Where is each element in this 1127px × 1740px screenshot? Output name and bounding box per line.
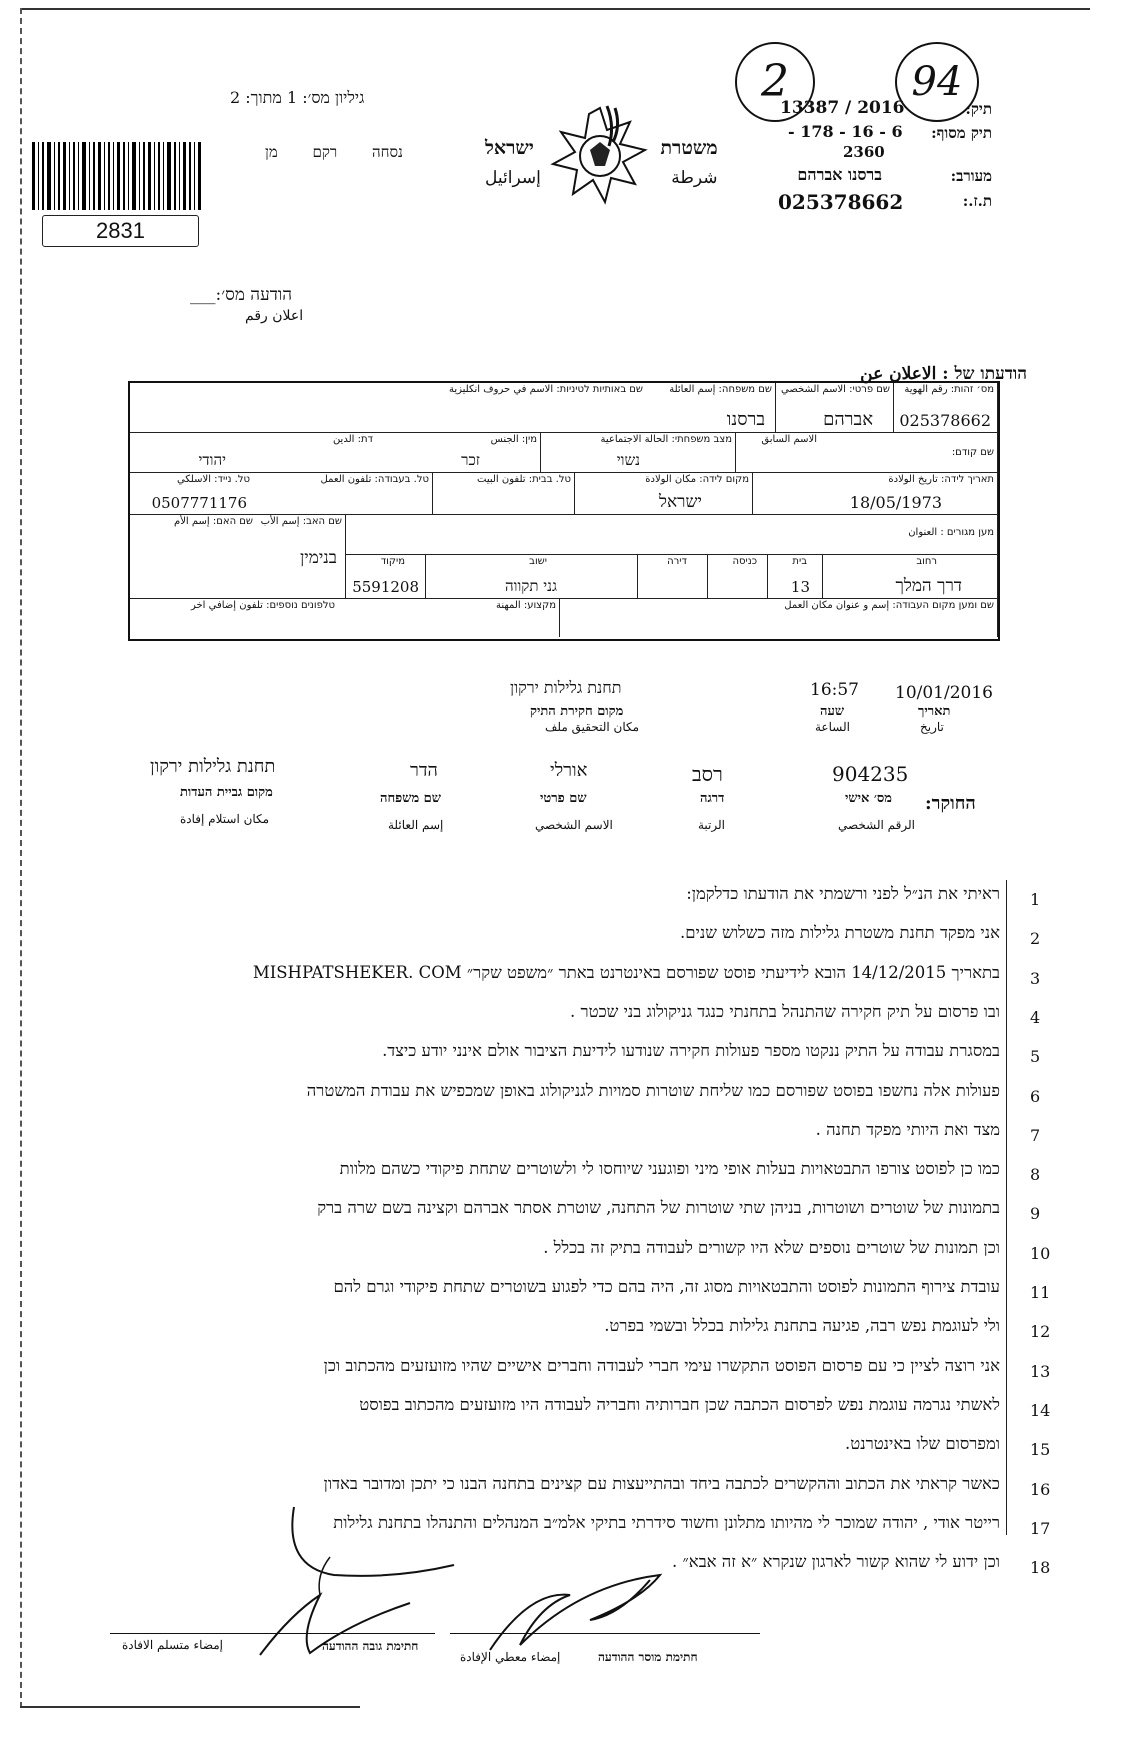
work-place-cell xyxy=(560,599,998,637)
investigator-first-name-label: שם פרטי xyxy=(540,791,587,806)
gender-label: מין: الجنس xyxy=(490,434,537,445)
apt-cell xyxy=(638,555,708,599)
interview-place: תחנת גלילות ירקון xyxy=(510,678,622,697)
statement-line-number: 17 xyxy=(1030,1518,1051,1538)
interview-place-label-ar: مكان التحقيق ملف xyxy=(545,720,640,734)
statement-line xyxy=(60,923,1000,953)
street-label: רחוב xyxy=(916,556,937,567)
investigator-station-label: מקום גביית העדות xyxy=(180,785,273,800)
apt-label: דירה xyxy=(667,556,687,567)
circle-mark-94-text: 94 xyxy=(911,59,963,105)
marital-cell xyxy=(541,433,736,473)
subject-label: מעורב: xyxy=(950,167,992,185)
birth-date-value: 18/05/1973 xyxy=(849,493,942,512)
birth-place-value: ישראל xyxy=(659,492,702,512)
statement-line-text: רייטר אודי , יהודה שמוכר לי מהיותו מתלונן וחשוד סידרתי בתיקי אלמ״ב המנהלים והתנהלו בתחנת גלילות xyxy=(333,1512,1000,1532)
statement-line-text: וכן ידוע לי שהוא קשור לארגון שנקרא ״א זה אבא״ . xyxy=(672,1552,1000,1572)
investigator-rank-label-ar: الرتبة xyxy=(698,818,726,832)
house-label: בית xyxy=(792,556,807,567)
latin-name-label: שם באותיות לטיניות: الاسم في حروف انكليزية xyxy=(449,384,643,395)
statement-line-text: בתמונות של שוטרים ושוטרות, בניהן שתי שוטרות של התחנה, שוטרת אסתר אברהם וקצינה בשם שרה ברק xyxy=(317,1198,1000,1218)
statement-line xyxy=(60,1474,1000,1504)
police-title-ar: شرطة إسرائيل xyxy=(485,168,718,188)
statement-line-text: ומפרסום שלו באינטרנט. xyxy=(845,1434,1000,1454)
house-value: 13 xyxy=(790,578,810,596)
investigator-rank: רסב xyxy=(692,762,723,786)
statement-line xyxy=(60,1277,1000,1307)
case-label: תיק: xyxy=(965,100,992,118)
statement-line xyxy=(60,1002,1000,1032)
signature-left-label-ar: إمضاء متسلم الافادة xyxy=(122,1638,224,1652)
religion-cell xyxy=(130,433,376,473)
signature-line-left xyxy=(110,1633,435,1634)
signature-right-label-ar: إمضاء معطي الإفادة xyxy=(460,1650,561,1664)
investigator-first-name: אורלי xyxy=(550,760,588,781)
statement-line xyxy=(60,1356,1000,1386)
investigator-station: תחנת גלילות ירקון xyxy=(150,756,276,777)
statement-line xyxy=(60,1434,1000,1464)
interview-time-label: שעה xyxy=(820,704,845,719)
statement-line-text: מצד ואת היותי מפקד תחנה . xyxy=(815,1119,1000,1139)
id-label: ת.ז.: xyxy=(962,192,992,210)
page-counter: גיליון מס׳: 1 מתוך: 2 xyxy=(230,88,365,107)
birth-date-cell xyxy=(753,473,998,515)
investigator-id-label-ar: الرقم الشخصي xyxy=(838,818,915,832)
statement-line xyxy=(60,884,1000,914)
address-cell xyxy=(346,515,998,555)
zip-value: 5591208 xyxy=(352,578,419,596)
investigator-rank-label: דרגה xyxy=(700,791,725,806)
zip-label: מיקוד xyxy=(380,556,405,567)
investigator-station-label-ar: مكان استلام إفادة xyxy=(180,812,270,826)
barcode-number-box xyxy=(42,215,199,247)
signature-right xyxy=(480,1565,740,1659)
signature-left-label-he: חתימת גובה ההודעה xyxy=(322,1639,419,1653)
statement-line xyxy=(60,1395,1000,1425)
barcode xyxy=(30,142,205,214)
mobile-label: טל. נייד: الاسلكي xyxy=(176,474,250,485)
work-tel-label: טל. בעבודה: تلفون العمل xyxy=(320,474,429,485)
notice-label-ar: اعلان رقم xyxy=(245,308,304,324)
statement-line xyxy=(60,1081,1000,1111)
statement-line-text: כאשר קראתי את הכתוב וההקשרים לכתבה ביחד ובהתייעצות עם קצינים בתחנה הבנו כי יתכן ומדובר באדון xyxy=(323,1473,1000,1493)
file-number: - 178 - 16 - 6 xyxy=(788,122,903,141)
father-value: בנימין xyxy=(299,548,337,568)
prev-name-cell xyxy=(736,433,998,473)
statement-line-text: עובדת צירוף התמונות לפוסט והתבטאויות מסוג זה, היה בהם כדי לפגוע בשוטרים שתחת פיקודי וגרם להם xyxy=(333,1277,1000,1296)
mobile-value: 0507771176 xyxy=(151,494,247,512)
interview-place-label: מקום חקירת התיק xyxy=(530,704,624,719)
other-tel-cell xyxy=(130,599,338,637)
interview-time-label-ar: الساعة xyxy=(815,720,850,734)
statement-line-number: 4 xyxy=(1030,1007,1041,1027)
religion-value: יהודי xyxy=(198,451,226,469)
home-tel-label: טל. בבית: تلفون البيت xyxy=(477,474,571,485)
first-name-value: אברהם xyxy=(823,409,873,430)
street-value: דרך המלך xyxy=(895,576,962,596)
statement-line xyxy=(60,1198,1000,1228)
statement-line-number: 9 xyxy=(1030,1204,1041,1224)
statement-line xyxy=(60,1041,1000,1071)
address-label: מען מגורים : العنوان xyxy=(908,527,994,538)
father-cell xyxy=(256,515,346,599)
statement-line-text: וכן תמונות של שוטרים נוספים שלא היו קשורים לעבודה בתיק זה בכלל . xyxy=(543,1237,1000,1257)
town-cell xyxy=(426,555,638,599)
statement-line xyxy=(60,1513,1000,1543)
statement-line xyxy=(60,1159,1000,1189)
work-place-label: שם ומען מקום העבודה: إسم و عنوان مكان العمل xyxy=(784,600,994,611)
other-tel-label: טלפונים נוספים: تلفون إضافي اخر xyxy=(190,600,335,611)
statement-line-text: ראיתי את הנ״ל לפני ורשמתי את הודעתו כדלקמן: xyxy=(686,884,1000,903)
subject-name: ברסנו אברהם xyxy=(797,165,882,184)
investigator-first-name-label-ar: الاسم الشخصي xyxy=(535,818,613,832)
case-number: 13387 / 2016 xyxy=(780,98,905,118)
religion-label: דת: الدين xyxy=(332,434,373,445)
statement-line-number: 6 xyxy=(1030,1086,1041,1106)
mother-label: שם האם: إسم الأم xyxy=(174,516,253,527)
notice-label-he: הודעה מס׳:___ xyxy=(190,285,293,305)
work-tel-cell xyxy=(253,473,433,515)
marital-value: נשוי xyxy=(616,451,640,469)
statement-line-text: ובו פרסום על תיק חקירה שהתנהל בתחנתי כנגד גניקולוג בני שכטר . xyxy=(570,1001,1000,1021)
statement-line-number: 16 xyxy=(1030,1479,1051,1499)
statement-margin-line xyxy=(1006,880,1007,1535)
interview-date: 10/01/2016 xyxy=(895,683,993,703)
scan-top-edge xyxy=(20,8,1090,10)
statement-line-number: 15 xyxy=(1030,1440,1051,1460)
latin-name-cell xyxy=(130,383,646,433)
file-number-2: 2360 xyxy=(843,143,885,161)
statement-line-number: 5 xyxy=(1030,1047,1041,1067)
birth-place-cell xyxy=(575,473,753,515)
profession-label: מקצוע: المهنة xyxy=(496,600,556,611)
statement-line xyxy=(60,1238,1000,1268)
investigator-id-label: מס׳ אישי xyxy=(845,791,892,806)
gender-cell xyxy=(376,433,541,473)
statement-line-text: אני מפקד תחנת משטרת גלילות מזה כשלוש שנים. xyxy=(679,923,1000,943)
entrance-label: כניסה xyxy=(732,556,757,567)
mother-cell xyxy=(130,515,256,599)
statement-line-number: 18 xyxy=(1030,1558,1051,1578)
personal-info-table xyxy=(128,381,1000,641)
interview-time: 16:57 xyxy=(810,680,859,700)
last-name-cell xyxy=(646,383,776,433)
scan-bottom-edge xyxy=(20,1706,360,1708)
statement-line-text: ולי לעוגמת נפש רבה, פגיעה בתחנת גלילות בכלל ובשמי בפרט. xyxy=(604,1316,1000,1336)
statement-line-text: לאשתי נגרמה עוגמת נפש לפרסום הכתבה שכן חברותיה וחבריה לעבודה היו מזועזעים מהכתוב בפוסט xyxy=(359,1394,1000,1414)
statement-line-number: 13 xyxy=(1030,1361,1051,1381)
copy-label: נסחה רקם מן xyxy=(265,143,403,161)
interview-date-label: תאריך xyxy=(918,704,951,719)
investigator-title: החוקר: xyxy=(925,793,976,814)
signature-right-label-he: חתימת מוסר ההודעה xyxy=(598,1650,698,1664)
birth-date-label: תאריך לידה: تاريخ الولادة xyxy=(888,474,994,485)
mobile-cell xyxy=(130,473,253,515)
statement-line xyxy=(60,963,1000,993)
statement-of-label: הודעתו של : الاعلان عن xyxy=(860,364,1027,384)
id-cell-value: 025378662 xyxy=(899,411,991,430)
town-value: גני תקווה xyxy=(504,577,557,595)
investigator-last-name: הדר xyxy=(410,760,438,781)
barcode-number: 2831 xyxy=(96,218,145,243)
statement-line-text: בתאריך 14/12/2015 הובא לידיעתי פוסט שפורסם באינטרנט באתר ״משפט שקר״ MISHPATSHEKER. COM xyxy=(252,962,1000,982)
file-label: תיק מסוף: xyxy=(931,124,992,142)
prev-name-label: שם קודם: xyxy=(951,447,994,458)
home-tel-cell xyxy=(433,473,575,515)
statement-line xyxy=(60,1316,1000,1346)
statement-line-number: 2 xyxy=(1030,929,1041,949)
house-cell xyxy=(768,555,823,599)
street-cell xyxy=(823,555,998,599)
id-cell-label: מס׳ זהות: رقم الهوية xyxy=(904,384,994,395)
investigator-last-name-label: שם משפחה xyxy=(380,791,441,806)
investigator-id: 904235 xyxy=(832,762,909,786)
gender-value: זכר xyxy=(461,451,480,469)
statement-line xyxy=(60,1120,1000,1150)
father-label: שם האב: إسم الأب xyxy=(260,516,342,527)
prev-name-label-ar: الاسم السابق xyxy=(761,434,817,445)
statement-line-text: פעולות אלה נחשפו בפוסט שפורסם כמו שליחת שוטרות סמויות לגניקולוג באופן שמכפיש את עבודת המשטרה xyxy=(306,1080,1000,1100)
first-name-cell xyxy=(776,383,894,433)
zip-cell xyxy=(346,555,426,599)
profession-cell xyxy=(338,599,560,637)
last-name-value: ברסנו xyxy=(726,409,765,430)
birth-place-label: מקום לידה: مكان الولادة xyxy=(645,474,749,485)
statement-line-number: 14 xyxy=(1030,1400,1051,1420)
id-cell xyxy=(894,383,998,433)
interview-date-label-ar: تاريخ xyxy=(920,720,944,734)
statement-line-text: כמו כן לפוסט צורפו התבטאויות בעלות אופי מיני ופוגעני שיוחסו לי ולשוטרים שתחת פיקודי כשהם מלוות xyxy=(339,1159,1000,1179)
signature-line-right xyxy=(450,1633,760,1634)
entrance-cell xyxy=(708,555,768,599)
statement-line-number: 8 xyxy=(1030,1165,1041,1185)
statement-line-number: 12 xyxy=(1030,1322,1051,1342)
first-name-label: שם פרטי: الاسم الشخصي xyxy=(781,384,890,395)
marital-label: מצב משפחתי: الحالة الاجتماعية xyxy=(600,434,732,445)
statement-line-text: אני רוצה לציין כי עם פרסום הפוסט התקשרו עימי חברי לעבודה וחברים אישיים שהיו מזועזעים מהכתוב וכן xyxy=(323,1355,1000,1375)
statement-line-number: 11 xyxy=(1030,1283,1051,1302)
statement-line-number: 7 xyxy=(1030,1125,1041,1145)
statement-line-number: 3 xyxy=(1030,968,1041,988)
statement-line-number: 10 xyxy=(1030,1243,1051,1263)
id-number: 025378662 xyxy=(778,190,904,214)
investigator-last-name-label-ar: إسم العائلة xyxy=(388,818,444,832)
last-name-label: שם משפחה: إسم العائلة xyxy=(669,384,772,395)
police-title-he: משטרת ישראל xyxy=(485,137,718,159)
statement-line-number: 1 xyxy=(1030,890,1041,909)
circle-mark-2-text: 2 xyxy=(761,56,789,107)
statement-line-text: במסגרת עבודה על התיק ננקטו מספר פעולות חקירה שנודעו לידיעת הציבור אולם אינני יודע כיצד. xyxy=(382,1041,1000,1061)
town-label: ישוב xyxy=(529,556,547,567)
scan-left-edge xyxy=(20,8,24,1708)
